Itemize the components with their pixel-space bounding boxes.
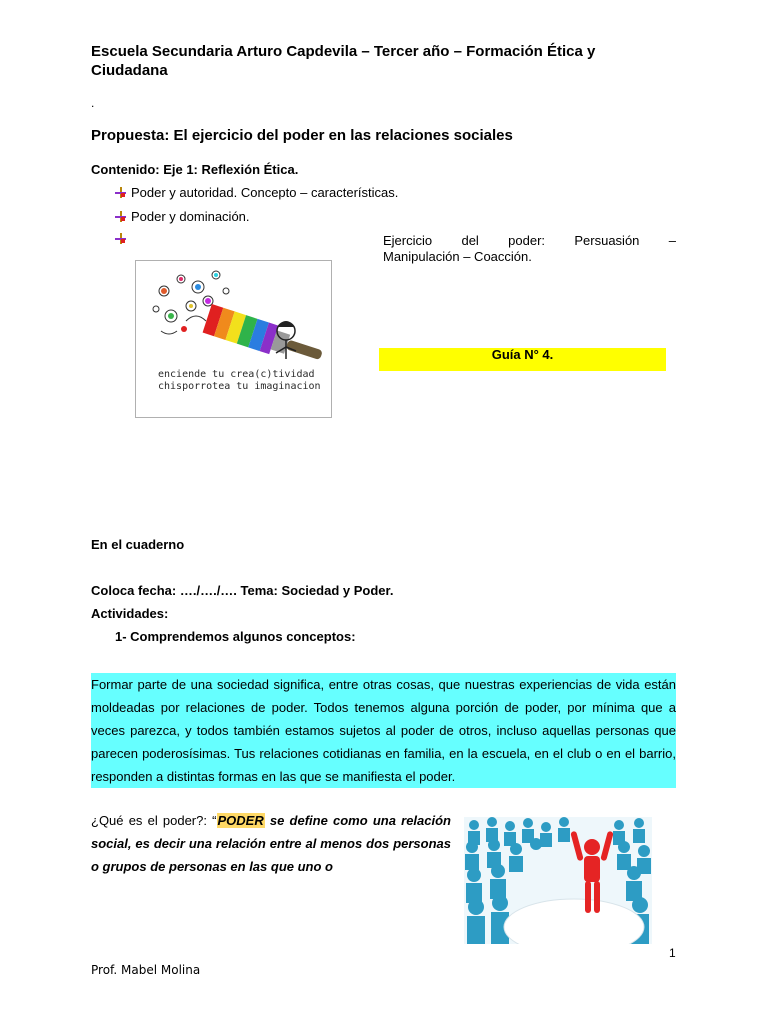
stray-dot: . [91,96,95,110]
bullet-3-line-1: Ejercicio del poder: Persuasión – [383,233,676,248]
bullet-text: Poder y dominación. [131,209,250,224]
activities-heading: Actividades: [91,606,169,621]
bullet-icon [115,187,126,198]
bullet-item-2 [115,209,250,224]
activity-1-heading: 1- Comprendemos algunos conceptos: [115,629,356,644]
document-title: Escuela Secundaria Arturo Capdevila – Tercer año – Formación Ética y Ciudadana [91,43,596,79]
society-power-paragraph: Formar parte de una sociedad significa, entre otras cosas, que nuestras experiencias de vida están moldeadas por relaciones de poder. Todos tenemos alguna porción de poder, por mínima que a veces parezca, y todos también estamos sujetos al poder de otros, incluso aquellas personas que parecen poderosísimas. Tus relaciones cotidianas en familia, en la escuela, en el club o en el barrio, responden a distintas formas en las que se manifiesta el poder. [91,673,676,788]
power-definition [91,809,451,878]
page-number: 1 [669,946,676,960]
bullet-3-line-2: Manipulación – Coacción. [383,249,532,264]
question-prefix: ¿Qué es el poder?: “ [91,813,217,828]
bullet-icon [115,233,126,244]
caption-line-2: chisporrotea tu imaginacion [158,381,321,392]
notebook-heading: En el cuaderno [91,537,185,552]
guide-number-banner: Guía N° 4. [379,348,666,371]
caption-line-1: enciende tu crea(c)tividad [158,369,315,380]
bullet-item-1 [115,185,398,200]
creativity-illustration [135,260,332,418]
bullet-text: Poder y autoridad. Concepto – características. [131,185,399,200]
footer-author: Prof. Mabel Molina [91,963,201,977]
content-heading: Contenido: Eje 1: Reflexión Ética. [91,162,299,177]
date-topic-line: Coloca fecha: …./…./…. Tema: Sociedad y Poder. [91,583,394,598]
definition-text: se define como una relación social, es decir una relación entre al menos dos personas o grupos de personas en las que uno o [91,813,451,874]
illustration-caption [158,369,321,393]
poder-highlight: PODER [217,813,264,828]
proposal-heading: Propuesta: El ejercicio del poder en las relaciones sociales [91,127,513,144]
bullet-item-3 [115,233,131,244]
crowd-figure-drawing [464,817,652,944]
bullet-icon [115,211,126,222]
leader-crowd-image [464,817,652,944]
paintbrush-drawing [136,261,331,417]
